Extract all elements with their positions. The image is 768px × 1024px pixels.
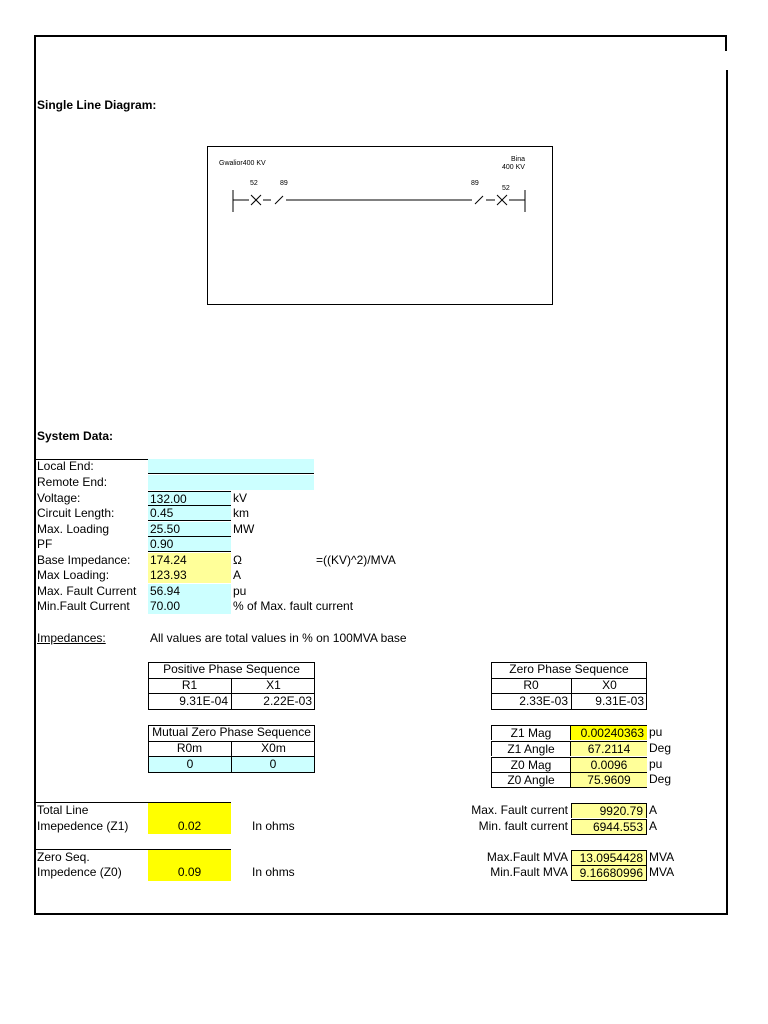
sld-heading: Single Line Diagram: <box>37 98 157 112</box>
max-fault-mva-label: Max.Fault MVA <box>486 850 568 864</box>
max-loading-a-label: Max Loading: <box>37 568 110 582</box>
max-fault-mva-value: 13.0954428 <box>571 850 647 865</box>
z1-angle-unit: Deg <box>649 741 672 755</box>
min-fault-current-a-value: 6944.553 <box>571 819 647 835</box>
r1-header: R1 <box>181 678 198 692</box>
positive-sequence-divider-2 <box>148 693 315 694</box>
min-fault-mva-label: Min.Fault MVA <box>490 865 568 879</box>
frame-bottom-border <box>34 913 728 915</box>
frame-right-border <box>726 70 728 915</box>
circuit-length-unit: km <box>233 506 249 520</box>
x0-header: X0 <box>571 678 647 693</box>
min-fault-mva-unit: MVA <box>649 865 675 879</box>
left-breaker-label: 52 <box>250 180 258 187</box>
zero-seq-label: Zero Seq. <box>37 850 90 864</box>
max-fault-current-label: Max. Fault Current <box>37 584 137 598</box>
mutual-sequence-title: Mutual Zero Phase Sequence <box>152 725 311 739</box>
zero-sequence-title: Zero Phase Sequence <box>509 662 629 676</box>
max-loading-a-value: 123.93 <box>148 568 231 583</box>
frame-top-border <box>35 35 726 37</box>
base-impedance-value: 174.24 <box>148 553 231 568</box>
remote-end-label: Remote End: <box>37 475 108 489</box>
max-fault-current-value[interactable]: 56.94 <box>148 584 231 599</box>
r1-value: 9.31E-04 <box>179 694 228 708</box>
z0-mag-label: Z0 Mag <box>491 757 571 772</box>
z1-angle-value: 67.2114 <box>571 741 647 756</box>
positive-sequence-title: Positive Phase Sequence <box>163 662 300 676</box>
z0-angle-unit: Deg <box>649 772 672 786</box>
right-bus-name: Bina <box>510 156 525 163</box>
min-fault-current-value[interactable]: 70.00 <box>148 599 231 614</box>
frame-right-border-top <box>725 35 727 51</box>
base-impedance-label: Base Impedance: <box>37 553 131 567</box>
max-loading-mw-unit: MW <box>233 522 255 536</box>
impedances-note: All values are total values in % on 100MVA base <box>150 631 407 645</box>
voltage-label: Voltage: <box>37 491 81 505</box>
base-impedance-unit: Ω <box>233 553 242 567</box>
max-fault-current-unit: pu <box>233 584 247 598</box>
z0-angle-label: Z0 Angle <box>491 772 571 788</box>
z0-mag-unit: pu <box>649 757 663 771</box>
r0m-value[interactable]: 0 <box>149 757 231 772</box>
x1-header: X1 <box>231 678 315 693</box>
circuit-length-label: Circuit Length: <box>37 506 115 520</box>
pf-value[interactable]: 0.90 <box>148 537 231 552</box>
min-fault-mva-value: 9.16680996 <box>571 865 647 881</box>
x0m-header: X0m <box>231 741 315 756</box>
right-isolator-label: 89 <box>471 180 479 187</box>
min-fault-current-a-label: Min. fault current <box>478 819 568 833</box>
z0-mag-value: 0.0096 <box>571 757 647 772</box>
min-fault-current-unit: % of Max. fault current <box>233 599 354 613</box>
max-fault-current-a-value: 9920.79 <box>571 803 647 818</box>
local-end-field[interactable] <box>148 459 314 474</box>
x1-value: 2.22E-03 <box>231 694 315 709</box>
r0m-header: R0m <box>176 741 203 755</box>
total-line-impedance-label: Imepedence (Z1) <box>37 819 129 833</box>
min-fault-current-label: Min.Fault Current <box>37 599 130 613</box>
z1-mag-value: 0.00240363 <box>571 725 647 740</box>
voltage-unit: kV <box>233 491 248 505</box>
max-loading-mw-label: Max. Loading <box>37 522 110 536</box>
x0m-value[interactable]: 0 <box>231 757 314 772</box>
z1-mag-unit: pu <box>649 725 663 739</box>
voltage-value[interactable]: 132.00 <box>148 491 231 506</box>
x0-value: 9.31E-03 <box>571 694 647 709</box>
right-bus-voltage: 400 KV <box>502 164 525 171</box>
max-fault-current-a-label: Max. Fault current <box>471 803 568 817</box>
sld-drawing <box>207 146 551 303</box>
circuit-length-value[interactable]: 0.45 <box>148 506 231 521</box>
left-isolator-icon <box>275 196 283 204</box>
min-fault-current-a-unit: A <box>649 819 658 833</box>
left-isolator-label: 89 <box>280 180 288 187</box>
r0-value: 2.33E-03 <box>519 694 568 708</box>
z1-angle-label: Z1 Angle <box>491 741 571 756</box>
zero-seq-impedance-label: Impedence (Z0) <box>37 865 122 879</box>
z0-total-value: 0.09 <box>177 865 202 879</box>
z1-total-unit: In ohms <box>252 819 295 833</box>
left-bus-label: Gwalior400 KV <box>219 160 266 167</box>
max-loading-a-unit: A <box>233 568 242 582</box>
max-fault-mva-unit: MVA <box>649 850 675 864</box>
max-fault-current-a-unit: A <box>649 803 658 817</box>
base-impedance-formula: =((KV)^2)/MVA <box>316 553 396 567</box>
local-end-label: Local End: <box>37 459 94 473</box>
right-breaker-label: 52 <box>502 185 510 192</box>
total-line-label: Total Line <box>37 803 89 817</box>
z0-angle-value: 75.9609 <box>571 772 647 788</box>
right-isolator-icon <box>475 196 483 204</box>
r0-header: R0 <box>523 678 539 692</box>
system-data-heading: System Data: <box>37 429 114 443</box>
z0-total-unit: In ohms <box>252 865 295 879</box>
impedances-label: Impedances: <box>37 631 106 645</box>
z1-mag-label: Z1 Mag <box>491 725 571 740</box>
max-loading-mw-value[interactable]: 25.50 <box>148 522 231 537</box>
single-line-diagram <box>207 146 553 305</box>
remote-end-field[interactable] <box>148 475 314 490</box>
pf-label: PF <box>37 537 53 551</box>
z1-total-value: 0.02 <box>177 819 202 833</box>
